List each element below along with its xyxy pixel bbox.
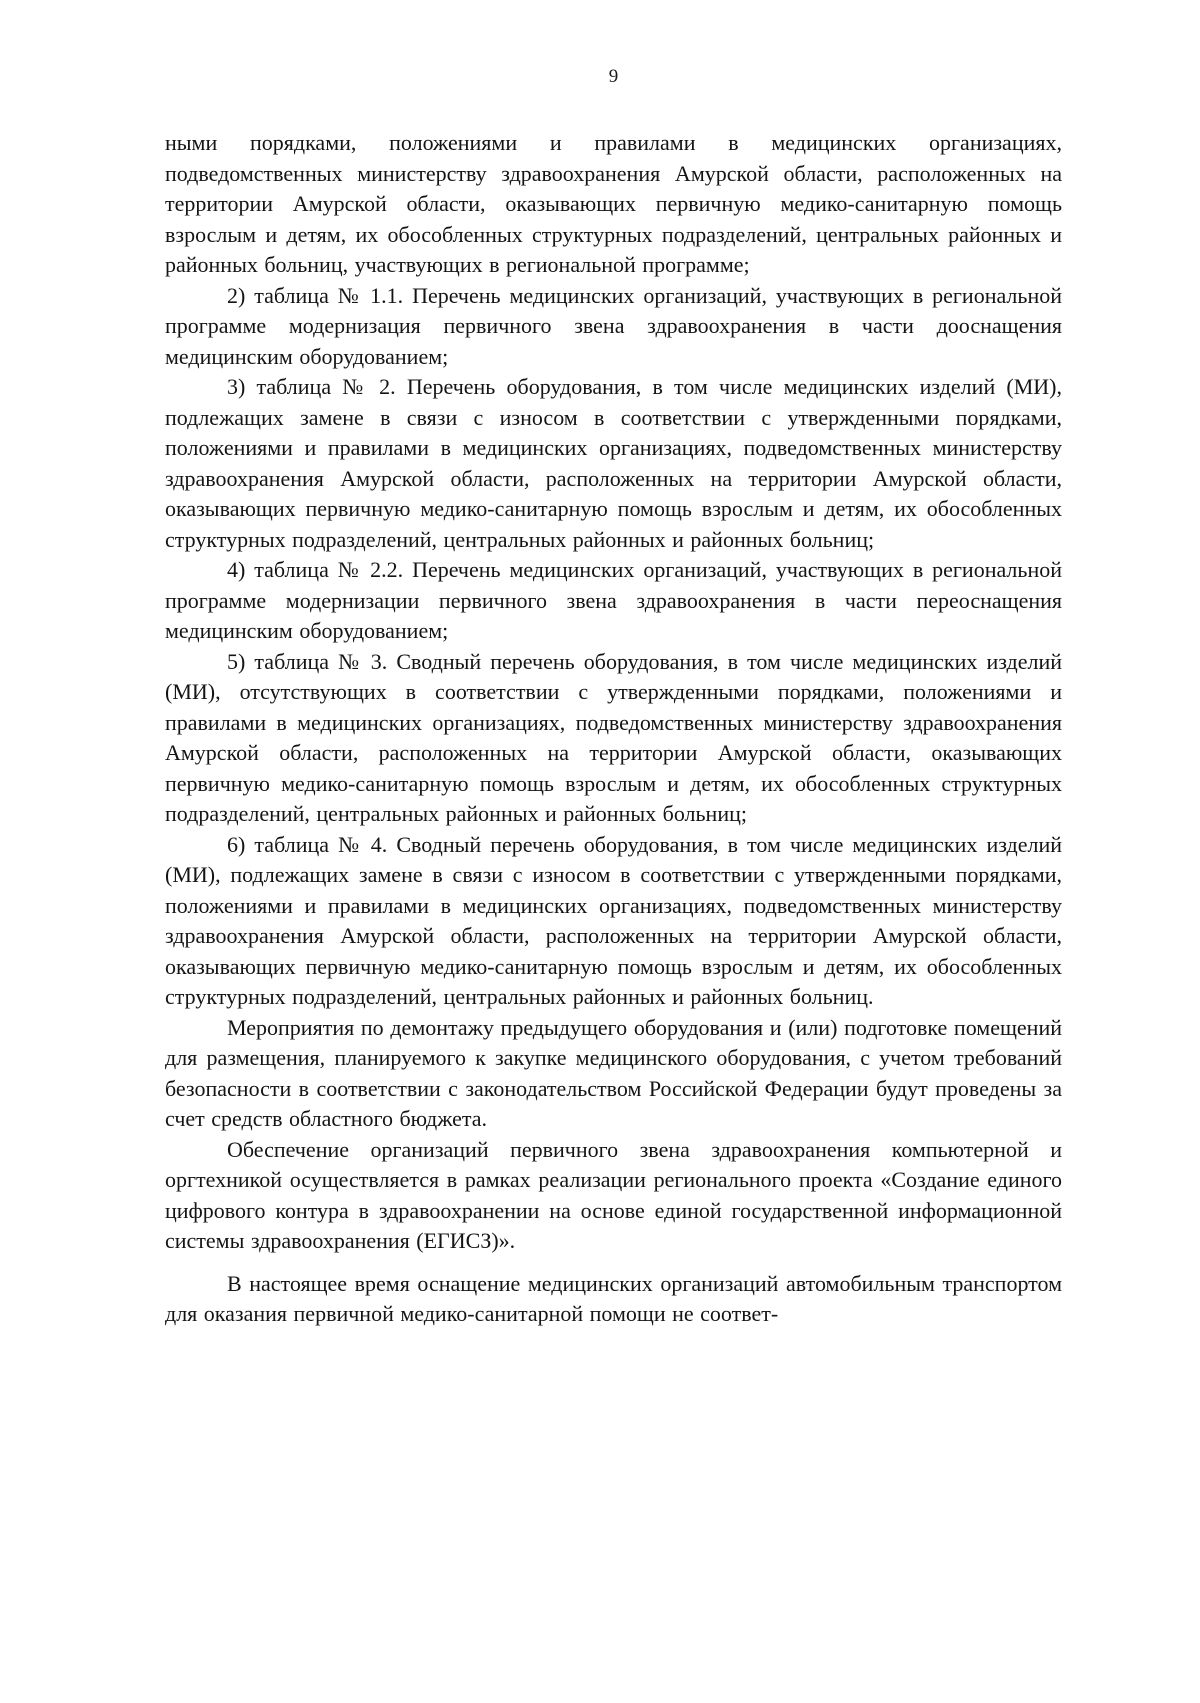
paragraph-table-2: 3) таблица № 2. Перечень оборудования, в том числе медицинских изделий (МИ), подлежащих замене в связи с износом в соответствии с утвержденными порядками, положениями и правилами в медицинских организациях, подведомственных министерству здравоохранения Амурской области, расположенных на территории Амурской области, оказывающих первичную медико-санитарную помощь взрослым и детям, их обособленных структурных подразделений, центральных районных и районных больниц; <box>165 374 1062 552</box>
paragraph-table-3: 5) таблица № 3. Сводный перечень оборудования, в том числе медицинских изделий (МИ), отсутствующих в соответствии с утвержденными порядками, положениями и правилами в медицинских организациях, подведомственных министерству здравоохранения Амурской области, расположенных на территории Амурской области, оказывающих первичную медико-санитарную помощь взрослым и детям, их обособленных структурных подразделений, центральных районных и районных больниц; <box>165 648 1062 826</box>
page-number: 9 <box>608 66 619 87</box>
paragraph-dismantling: Мероприятия по демонтажу предыдущего оборудования и (или) подготовке помещений для размещения, планируемого к закупке медицинского оборудования, с учетом требований безопасности в соответствии с законодательством Российской Федерации будут проведены за счет средств областного бюджета. <box>165 1014 1062 1131</box>
document-text <box>165 128 1062 1330</box>
paragraph-table-1-1: 2) таблица № 1.1. Перечень медицинских организаций, участвующих в региональной программе модернизация первичного звена здравоохранения в части дооснащения медицинским оборудованием; <box>165 282 1062 369</box>
paragraph-continuation: ными порядками, положениями и правилами в медицинских организациях, подведомственных министерству здравоохранения Амурской области, расположенных на территории Амурской области, оказывающих первичную медико-санитарную помощь взрослым и детям, их обособленных структурных подразделений, центральных районных и районных больниц, участвующих в региональной программе; <box>165 130 1062 277</box>
paragraph-table-2-2: 4) таблица № 2.2. Перечень медицинских организаций, участвующих в региональной программе модернизации первичного звена здравоохранения в части переоснащения медицинским оборудованием; <box>165 557 1062 643</box>
paragraph-egisz: Обеспечение организаций первичного звена здравоохранения компьютерной и оргтехникой осуществляется в рамках реализации регионального проекта «Создание единого цифрового контура в здравоохранении на основе единой государственной информационной системы здравоохранения (ЕГИСЗ)». <box>165 1136 1062 1253</box>
paragraph-table-4: 6) таблица № 4. Сводный перечень оборудования, в том числе медицинских изделий (МИ), подлежащих замене в связи с износом в соответствии с утвержденными порядками, положениями и правилами в медицинских организациях, подведомственных министерству здравоохранения Амурской области, расположенных на территории Амурской области, оказывающих первичную медико-санитарную помощь взрослым и детям, их обособленных структурных подразделений, центральных районных и районных больниц. <box>165 831 1062 1009</box>
paragraph-transport: В настоящее время оснащение медицинских организаций автомобильным транспортом для оказания первичной медико-санитарной помощи не соответ- <box>165 1270 1062 1326</box>
